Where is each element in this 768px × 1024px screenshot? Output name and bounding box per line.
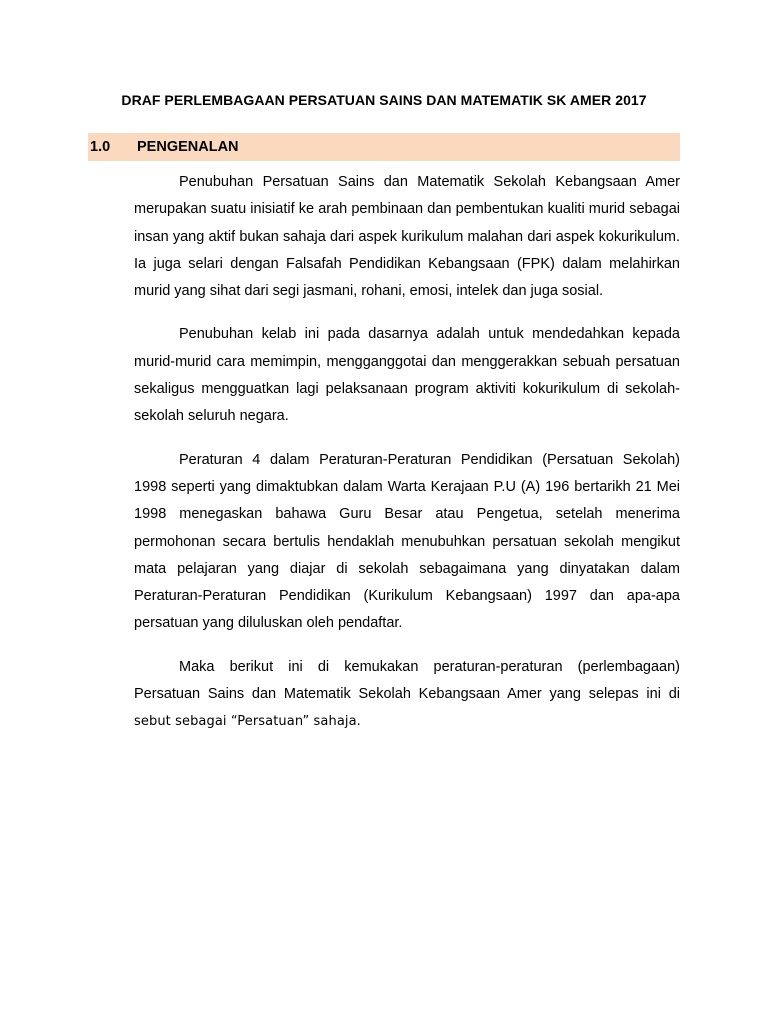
section-number: 1.0 <box>90 139 111 155</box>
paragraph-1: Penubuhan Persatuan Sains dan Matematik Sekolah Kebangsaan Amer merupakan suatu inisiatif ke arah pembinaan dan pembentukan kualiti murid sebagai insan yang aktif bukan sahaja dari aspek kurikulum malahan dari aspek kokurikulum. Ia juga selari dengan Falsafah Pendidikan Kebangsaan (FPK) dalam melahirkan murid yang sihat dari segi jasmani, rohani, emosi, intelek dan juga sosial. <box>134 174 680 300</box>
body-text <box>134 169 680 752</box>
paragraph-2: Penubuhan kelab ini pada dasarnya adalah untuk mendedahkan kepada murid-murid cara memimpin, mengganggotai dan menggerakkan sebuah persatuan sekaligus mengguatkan lagi pelaksanaan program aktiviti kokurikulum di sekolah-sekolah seluruh negara. <box>134 326 680 425</box>
paragraph-4-tail: sebut sebagai “Persatuan” sahaja. <box>134 714 361 730</box>
paragraph-4 <box>134 654 680 736</box>
paragraph-3: Peraturan 4 dalam Peraturan-Peraturan Pendidikan (Persatuan Sekolah) 1998 seperti yang dimaktubkan dalam Warta Kerajaan P.U (A) 196 bertarikh 21 Mei 1998 menegaskan bahawa Guru Besar atau Pengetua, setelah menerima permohonan secara bertulis hendaklah menubuhkan persatuan sekolah mengikut mata pelajaran yang diajar di sekolah sebagaimana yang dinyatakan dalam Peraturan-Peraturan Pendidikan (Kurikulum Kebangsaan) 1997 dan apa-apa persatuan yang diluluskan oleh pendaftar. <box>134 451 680 632</box>
document-title: DRAF PERLEMBAGAAN PERSATUAN SAINS DAN MATEMATIK SK AMER 2017 <box>121 92 647 108</box>
section-heading <box>88 133 680 161</box>
paragraph-4-text: Maka berikut ini di kemukakan peraturan-peraturan (perlembagaan) Persatuan Sains dan Matematik Sekolah Kebangsaan Amer yang selepas ini di <box>134 658 680 703</box>
section-title: PENGENALAN <box>137 139 239 155</box>
